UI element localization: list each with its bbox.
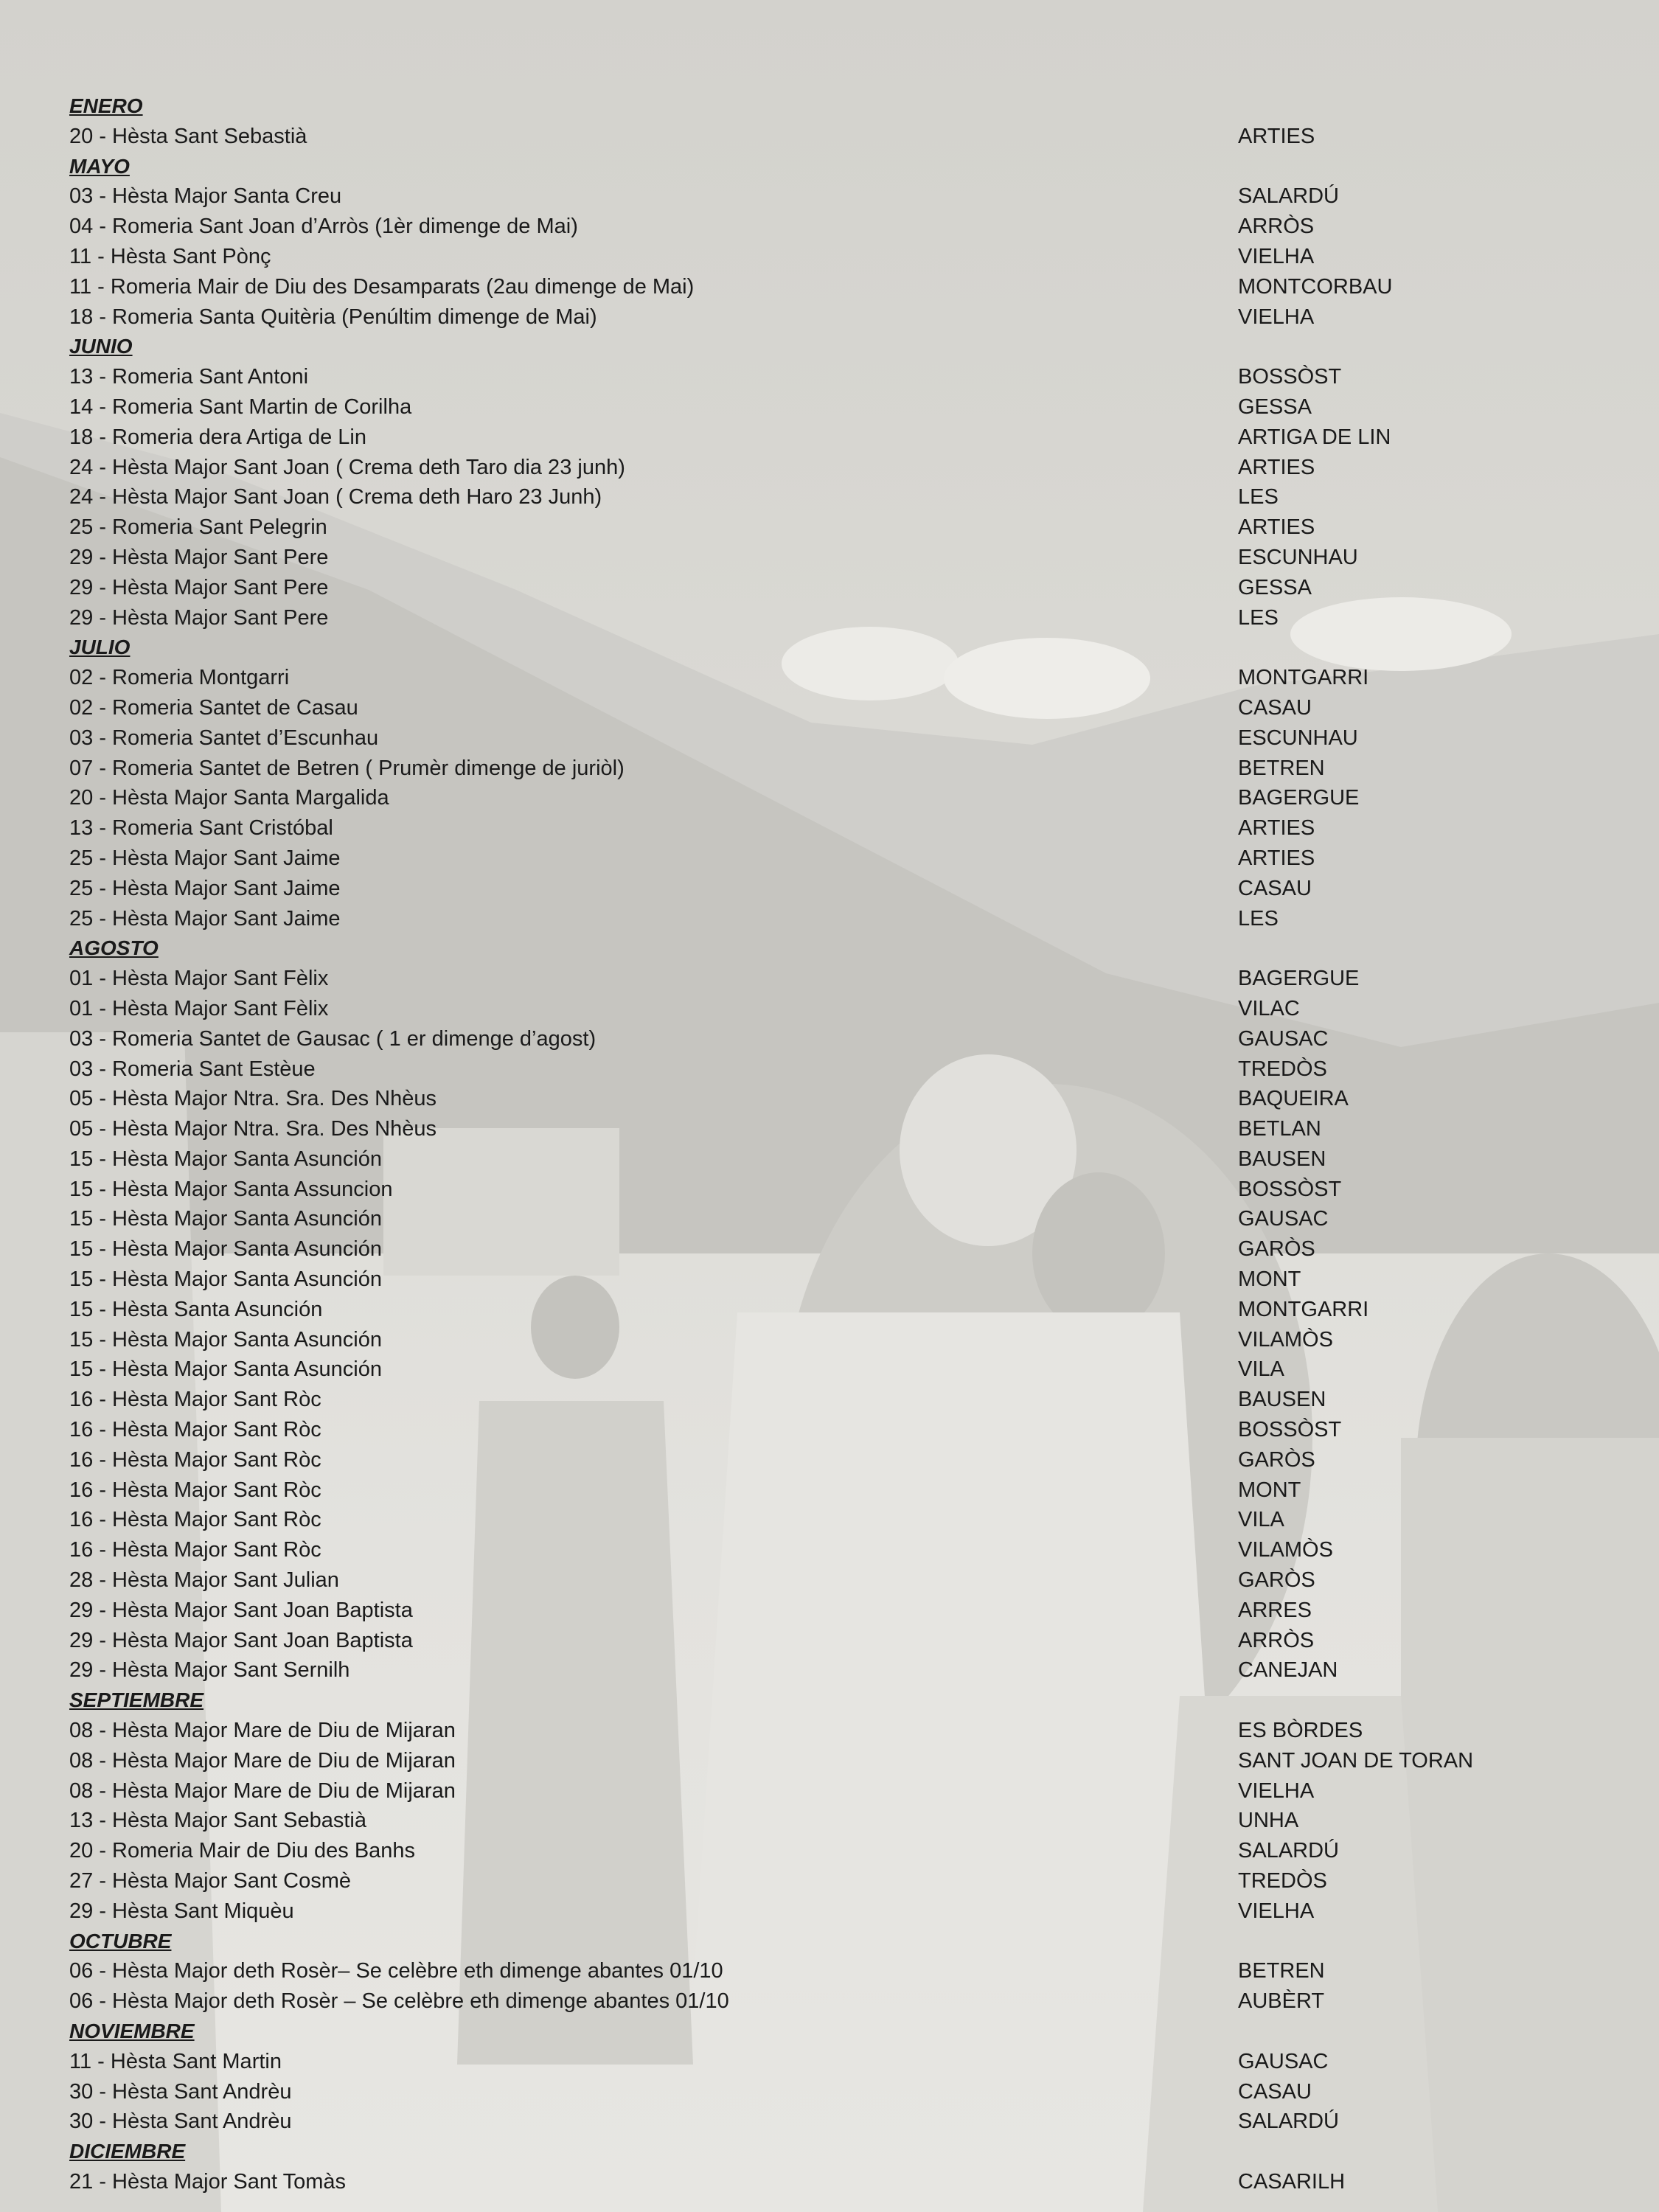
event-location: ESCUNHAU — [1238, 726, 1358, 750]
event-name: 15 - Hèsta Major Santa Assuncion — [69, 1177, 393, 1201]
event-row — [69, 1325, 1618, 1355]
event-location: ARTIES — [1238, 455, 1315, 479]
event-location: BOSSÒST — [1238, 1177, 1342, 1201]
event-name: 16 - Hèsta Major Sant Ròc — [69, 1478, 321, 1502]
event-location: GAUSAC — [1238, 2049, 1329, 2073]
event-name: 16 - Hèsta Major Sant Ròc — [69, 1418, 321, 1442]
event-name: 29 - Hèsta Major Sant Pere — [69, 575, 329, 599]
event-row — [69, 1836, 1618, 1866]
event-name: 20 - Hèsta Sant Sebastià — [69, 124, 307, 148]
event-row — [69, 2107, 1618, 2137]
event-name: 13 - Hèsta Major Sant Sebastià — [69, 1809, 366, 1833]
event-location: MONTGARRI — [1238, 666, 1369, 690]
event-row — [69, 1986, 1618, 2017]
event-row — [69, 1054, 1618, 1085]
event-name: 08 - Hèsta Major Mare de Diu de Mijaran — [69, 1748, 456, 1773]
event-row — [69, 1535, 1618, 1565]
event-row — [69, 1024, 1618, 1054]
event-name: 15 - Hèsta Major Santa Asunción — [69, 1237, 382, 1262]
event-row — [69, 512, 1618, 543]
event-row — [69, 122, 1618, 152]
event-name: 02 - Romeria Montgarri — [69, 666, 290, 690]
event-row — [69, 783, 1618, 813]
event-location: CANEJAN — [1238, 1658, 1338, 1683]
month-heading: NOVIEMBRE — [69, 2020, 195, 2042]
event-row — [69, 1565, 1618, 1596]
event-row — [69, 2167, 1618, 2197]
event-name: 15 - Hèsta Santa Asunción — [69, 1297, 323, 1321]
event-row — [69, 543, 1618, 573]
event-name: 16 - Hèsta Major Sant Ròc — [69, 1388, 321, 1412]
event-location: ES BÒRDES — [1238, 1719, 1363, 1743]
month-heading-row — [69, 633, 1618, 663]
event-location: MONTCORBAU — [1238, 274, 1393, 299]
event-row — [69, 1746, 1618, 1776]
event-location: VIELHA — [1238, 244, 1315, 268]
event-name: 15 - Hèsta Major Santa Asunción — [69, 1207, 382, 1231]
event-name: 14 - Romeria Sant Martin de Corilha — [69, 394, 412, 419]
event-name: 03 - Romeria Santet d’Escunhau — [69, 726, 379, 750]
event-location: BAGERGUE — [1238, 967, 1360, 991]
event-name: 15 - Hèsta Major Santa Asunción — [69, 1327, 382, 1352]
month-heading-row — [69, 152, 1618, 182]
event-location: BETREN — [1238, 1959, 1325, 1983]
event-name: 08 - Hèsta Major Mare de Diu de Mijaran — [69, 1719, 456, 1743]
event-location: GESSA — [1238, 394, 1312, 419]
event-row — [69, 603, 1618, 633]
event-name: 29 - Hèsta Major Sant Pere — [69, 545, 329, 569]
event-location: GESSA — [1238, 575, 1312, 599]
event-row — [69, 1596, 1618, 1626]
month-heading-row — [69, 1686, 1618, 1716]
event-location: MONT — [1238, 1267, 1301, 1292]
event-location: TREDÒS — [1238, 1057, 1327, 1081]
event-name: 29 - Hèsta Major Sant Joan Baptista — [69, 1628, 413, 1652]
event-location: ARRÒS — [1238, 1628, 1315, 1652]
event-name: 15 - Hèsta Major Santa Asunción — [69, 1357, 382, 1382]
event-location: SANT JOAN DE TORAN — [1238, 1748, 1474, 1773]
event-name: 25 - Romeria Sant Pelegrin — [69, 515, 327, 540]
event-row — [69, 1445, 1618, 1475]
event-name: 08 - Hèsta Major Mare de Diu de Mijaran — [69, 1778, 456, 1803]
month-heading: JUNIO — [69, 335, 133, 358]
event-row — [69, 422, 1618, 453]
event-location: CASAU — [1238, 876, 1312, 900]
month-heading-row — [69, 933, 1618, 964]
event-name: 03 - Hèsta Major Santa Creu — [69, 184, 342, 209]
event-location: LES — [1238, 605, 1279, 630]
event-row — [69, 362, 1618, 392]
event-location: BAGERGUE — [1238, 786, 1360, 810]
event-name: 11 - Romeria Mair de Diu des Desamparats (2au dimenge de Mai) — [69, 274, 695, 299]
event-location: GAUSAC — [1238, 1026, 1329, 1051]
event-location: SALARDÚ — [1238, 184, 1339, 209]
event-name: 20 - Hèsta Major Santa Margalida — [69, 786, 389, 810]
event-name: 25 - Hèsta Major Sant Jaime — [69, 876, 341, 900]
event-name: 30 - Hèsta Sant Andrèu — [69, 2079, 292, 2104]
event-location: BAUSEN — [1238, 1147, 1326, 1171]
event-name: 03 - Romeria Santet de Gausac ( 1 er dimenge d’agost) — [69, 1026, 597, 1051]
event-name: 01 - Hèsta Major Sant Fèlix — [69, 967, 329, 991]
event-name: 24 - Hèsta Major Sant Joan ( Crema deth Taro dia 23 junh) — [69, 455, 625, 479]
event-row — [69, 1415, 1618, 1445]
event-row — [69, 1175, 1618, 1205]
month-heading: ENERO — [69, 94, 143, 117]
event-row — [69, 663, 1618, 693]
event-name: 06 - Hèsta Major deth Rosèr – Se celèbre eth dimenge abantes 01/10 — [69, 1989, 729, 2014]
event-location: VIELHA — [1238, 1778, 1315, 1803]
event-name: 25 - Hèsta Major Sant Jaime — [69, 906, 341, 931]
event-location: BOSSÒST — [1238, 365, 1342, 389]
event-location: ARRÒS — [1238, 215, 1315, 239]
event-location: VILAC — [1238, 996, 1300, 1020]
event-row — [69, 1806, 1618, 1836]
festival-calendar — [69, 91, 1618, 2197]
event-row — [69, 1776, 1618, 1806]
event-row — [69, 693, 1618, 723]
month-heading-row — [69, 2017, 1618, 2047]
event-location: LES — [1238, 906, 1279, 931]
event-location: VILA — [1238, 1508, 1284, 1532]
event-name: 16 - Hèsta Major Sant Ròc — [69, 1508, 321, 1532]
month-heading-row — [69, 2137, 1618, 2167]
event-row — [69, 1295, 1618, 1325]
event-location: ARTIGA DE LIN — [1238, 425, 1391, 449]
event-row — [69, 1084, 1618, 1114]
event-location: GAUSAC — [1238, 1207, 1329, 1231]
event-location: VIELHA — [1238, 1899, 1315, 1923]
event-name: 11 - Hèsta Sant Pònç — [69, 244, 271, 268]
event-row — [69, 1144, 1618, 1175]
event-name: 11 - Hèsta Sant Martin — [69, 2049, 282, 2073]
event-name: 24 - Hèsta Major Sant Joan ( Crema deth Haro 23 Junh) — [69, 485, 602, 509]
event-row — [69, 2047, 1618, 2077]
event-name: 30 - Hèsta Sant Andrèu — [69, 2110, 292, 2134]
event-name: 27 - Hèsta Major Sant Cosmè — [69, 1869, 351, 1893]
event-name: 21 - Hèsta Major Sant Tomàs — [69, 2169, 347, 2194]
event-row — [69, 482, 1618, 512]
event-name: 29 - Hèsta Major Sant Joan Baptista — [69, 1598, 413, 1622]
event-name: 25 - Hèsta Major Sant Jaime — [69, 846, 341, 870]
event-name: 02 - Romeria Santet de Casau — [69, 695, 358, 720]
month-heading: MAYO — [69, 154, 130, 178]
event-row — [69, 994, 1618, 1024]
event-location: ARTIES — [1238, 816, 1315, 841]
event-location: MONT — [1238, 1478, 1301, 1502]
event-name: 16 - Hèsta Major Sant Ròc — [69, 1447, 321, 1472]
event-location: UNHA — [1238, 1809, 1299, 1833]
event-location: ESCUNHAU — [1238, 545, 1358, 569]
event-name: 29 - Hèsta Major Sant Pere — [69, 605, 329, 630]
event-row — [69, 1956, 1618, 1986]
event-row — [69, 181, 1618, 212]
event-name: 29 - Hèsta Sant Miquèu — [69, 1899, 294, 1923]
event-location: SALARDÚ — [1238, 1839, 1339, 1863]
event-location: CASARILH — [1238, 2169, 1346, 2194]
event-location: MONTGARRI — [1238, 1297, 1369, 1321]
event-name: 15 - Hèsta Major Santa Asunción — [69, 1147, 382, 1171]
event-name: 29 - Hèsta Major Sant Sernilh — [69, 1658, 350, 1683]
event-location: ARTIES — [1238, 846, 1315, 870]
month-heading-row — [69, 1927, 1618, 1957]
event-row — [69, 272, 1618, 302]
event-location: VIELHA — [1238, 305, 1315, 329]
event-row — [69, 723, 1618, 754]
event-row — [69, 453, 1618, 483]
event-row — [69, 904, 1618, 934]
event-location: BAQUEIRA — [1238, 1087, 1349, 1111]
event-row — [69, 1505, 1618, 1535]
event-location: GARÒS — [1238, 1568, 1315, 1593]
event-row — [69, 1896, 1618, 1927]
event-location: BAUSEN — [1238, 1388, 1326, 1412]
event-row — [69, 302, 1618, 333]
event-location: CASAU — [1238, 2079, 1312, 2104]
event-name: 05 - Hèsta Major Ntra. Sra. Des Nhèus — [69, 1117, 437, 1141]
event-name: 07 - Romeria Santet de Betren ( Prumèr dimenge de juriòl) — [69, 756, 625, 780]
event-name: 28 - Hèsta Major Sant Julian — [69, 1568, 339, 1593]
month-heading: JULIO — [69, 636, 131, 659]
event-name: 15 - Hèsta Major Santa Asunción — [69, 1267, 382, 1292]
event-row — [69, 2077, 1618, 2107]
event-name: 13 - Romeria Sant Antoni — [69, 365, 309, 389]
event-row — [69, 212, 1618, 242]
month-heading: SEPTIEMBRE — [69, 1688, 204, 1712]
event-name: 06 - Hèsta Major deth Rosèr– Se celèbre eth dimenge abantes 01/10 — [69, 1959, 723, 1983]
event-name: 20 - Romeria Mair de Diu des Banhs — [69, 1839, 416, 1863]
month-heading: OCTUBRE — [69, 1929, 172, 1952]
event-location: ARTIES — [1238, 515, 1315, 540]
event-location: VILAMÒS — [1238, 1327, 1333, 1352]
event-name: 01 - Hèsta Major Sant Fèlix — [69, 996, 329, 1020]
event-row — [69, 1114, 1618, 1144]
month-heading: AGOSTO — [69, 936, 159, 960]
event-location: TREDÒS — [1238, 1869, 1327, 1893]
event-row — [69, 844, 1618, 874]
event-row — [69, 754, 1618, 784]
event-name: 05 - Hèsta Major Ntra. Sra. Des Nhèus — [69, 1087, 437, 1111]
event-location: VILAMÒS — [1238, 1538, 1333, 1562]
event-row — [69, 392, 1618, 422]
event-location: CASAU — [1238, 695, 1312, 720]
event-name: 13 - Romeria Sant Cristóbal — [69, 816, 333, 841]
event-row — [69, 1716, 1618, 1746]
event-name: 04 - Romeria Sant Joan d’Arròs (1èr dimenge de Mai) — [69, 215, 578, 239]
event-name: 18 - Romeria Santa Quitèria (Penúltim dimenge de Mai) — [69, 305, 597, 329]
event-location: AUBÈRT — [1238, 1989, 1325, 2014]
event-location: ARRES — [1238, 1598, 1312, 1622]
event-location: BETREN — [1238, 756, 1325, 780]
event-name: 18 - Romeria dera Artiga de Lin — [69, 425, 366, 449]
event-location: ARTIES — [1238, 124, 1315, 148]
month-heading-row — [69, 332, 1618, 362]
event-location: BOSSÒST — [1238, 1418, 1342, 1442]
event-row — [69, 1354, 1618, 1385]
event-row — [69, 874, 1618, 904]
event-row — [69, 1265, 1618, 1295]
event-location: GARÒS — [1238, 1447, 1315, 1472]
month-heading-row — [69, 91, 1618, 122]
event-row — [69, 1234, 1618, 1265]
event-row — [69, 964, 1618, 994]
event-row — [69, 1204, 1618, 1234]
event-row — [69, 1626, 1618, 1656]
event-location: VILA — [1238, 1357, 1284, 1382]
event-row — [69, 1866, 1618, 1896]
event-row — [69, 1655, 1618, 1686]
event-row — [69, 1385, 1618, 1415]
event-location: GARÒS — [1238, 1237, 1315, 1262]
event-row — [69, 573, 1618, 603]
event-row — [69, 1475, 1618, 1506]
month-heading: DICIEMBRE — [69, 2140, 186, 2163]
event-location: LES — [1238, 485, 1279, 509]
event-name: 03 - Romeria Sant Estèue — [69, 1057, 316, 1081]
event-location: BETLAN — [1238, 1117, 1321, 1141]
event-location: SALARDÚ — [1238, 2110, 1339, 2134]
event-row — [69, 813, 1618, 844]
event-row — [69, 242, 1618, 272]
event-name: 16 - Hèsta Major Sant Ròc — [69, 1538, 321, 1562]
